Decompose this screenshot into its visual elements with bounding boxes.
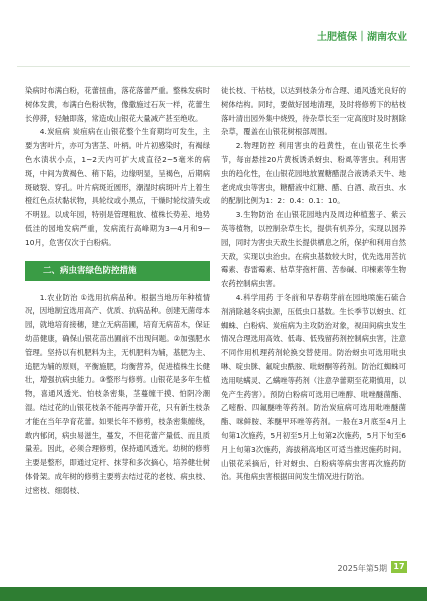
magazine-section-label: 土肥植保｜湖南农业 <box>317 32 407 43</box>
header-divider <box>17 66 410 67</box>
left-column <box>25 84 210 498</box>
paragraph: 4.炭疽病 炭疽病在山银花整个生育期均可发生，主要为害叶片，亦可为害茎、叶柄。叶片初感染时，有褐绿色水渍状小点，1~2天内可扩大成直径2~5毫米的病斑，中间为黄褐色、稍下陷，边缘明显，呈褐色，后期病斑破裂、穿孔。叶片病斑近圆形，潮湿时病斑叶片上着生橙红色点状黏状物，具轮纹或小黑点，干燥时轮纹清失或不明显。以成年园，特别是管理粗放、植株长势差、地势低洼的园地发病严重，发病流行高峰期为3—4月和9—10月，危害仅次于白粉病。 <box>25 127 210 247</box>
paragraph: 3.生物防治 在山银花园地内及周边种植葱子、紫云英等植物，以控制杂草生长，提供有机养分，实现以园养园，同时为害虫天敌生长提供栖息之所，保护和利用自然天敌，实现以虫治虫。在病虫基数较大时，优先选用苦抗霉素、春雷霉素、枯草芽孢杆菌、苦参碱、印楝素等生物农药控制病虫害。 <box>221 210 406 289</box>
paragraph: 1.农业防治 ①选用抗病品种。根据当地历年种植情况，因地制宜选用高产、优质、抗病品种。创建无菌母本园，就地培育接穗，建立无病苗圃，培育无病苗木，保证幼苗健康，确保山银花苗出圃前不出现问题。②加强肥水管理。坚持以有机肥料为主，无机肥料为辅，基肥为主、追肥为辅的原则，平衡施肥，均衡营养，促进植株生长健壮，增强抗病虫能力。③整形与修剪。山银花是多年生植物，喜通风透光、怕枝条密集，茎蔓缠干摸、怕阴冷潮湿。结过花的山银花枝条不能再孕蕾开花，只有新生枝条才能在当年孕育花蕾。如果长年不修剪，枝条密集缠绕，敢内郁闭，病虫易滋生，蔓发，不但花蕾产量低、而且质量差。因此，必须合理修剪，保持通风透光。幼树的修剪主要是整形，即通过定杆、抹芽和多次摘心，培养健壮树体骨架。成年树的修剪主要剪去结过花的老枝、病虫枝、过密枝、细弱枝、 <box>25 292 210 495</box>
paragraph: 徒长枝、干枯枝，以达到枝条分布合理、通风透光良好的树体结构。同时，要做好园地清理，及时将修剪下的枯枝落叶清出园外集中烧毁，待杂草长至一定高度时及时割除杂草，覆盖在山银花树根部周围。 <box>221 86 406 137</box>
bottom-color-bar <box>0 587 427 601</box>
page-number: 17 <box>391 561 407 573</box>
paragraph: 染病时布满白粉，花蕾扭曲，落花落蕾严重。整株发病时树体发黄，布满白色粉状物，像撒施过石灰一样，花蕾生长停滞，轻触即落，常造成山银花大量减产甚至绝收。 <box>25 86 210 123</box>
issue-label: 2025年第5期 <box>337 564 387 573</box>
right-column <box>221 84 406 484</box>
section-heading: 二、病虫害绿色防控措施 <box>25 261 210 281</box>
paragraph: 2.物理防控 利用害虫的趋黄性，在山银花生长季节，每亩悬挂20片黄板诱杀蚜虫、粉虱等害虫。利用害虫的趋化性，在山银花园地放置糖醋混合液诱杀天牛、地老虎成虫等害虫，糖醋液中红糖、醋、白酒、敌百虫、水的配制比例为1：2：0.4：0.1：10。 <box>221 141 406 206</box>
paragraph: 4.科学用药 于冬前和早春萌芽前在园地喷施石硫合剂消除越冬病虫源，压低虫口基数。生长季节以蚜虫、红蜘蛛、白粉病、炭疽病为主攻防治对象，视田间病虫发生情况合理选用高效、低毒、低残留药剂控制病虫害，注意不同作用机理药剂轮换交替使用。防治蚜虫可选用吡虫啉、啶虫脒、氟啶虫酰胺、吡蚜酮等药剂。防治红蜘蛛可选用哒螨灵、乙螨唑等药剂（注意孕蕾期至花期慎用，以免产生药害）。预防白粉病可选用已唑醇、吡唑醚菌酯、乙嘧酚、四氟醚唑等药剂。防治炭疽病可选用吡唑醚菌酯、咪鲜胺、苯醚甲环唑等药剂。一般在3月底至4月上旬第1次施药，5月初至5月上旬第2次施药，5月下旬至6月上旬第3次施药，海拔稍高地区可适当推迟施药时间。山银花采摘后，针对蚜虫、白粉病等病虫害再次施药防治。其他病虫害根据田间发生情况进行防治。 <box>221 292 406 482</box>
page-header <box>0 0 427 66</box>
